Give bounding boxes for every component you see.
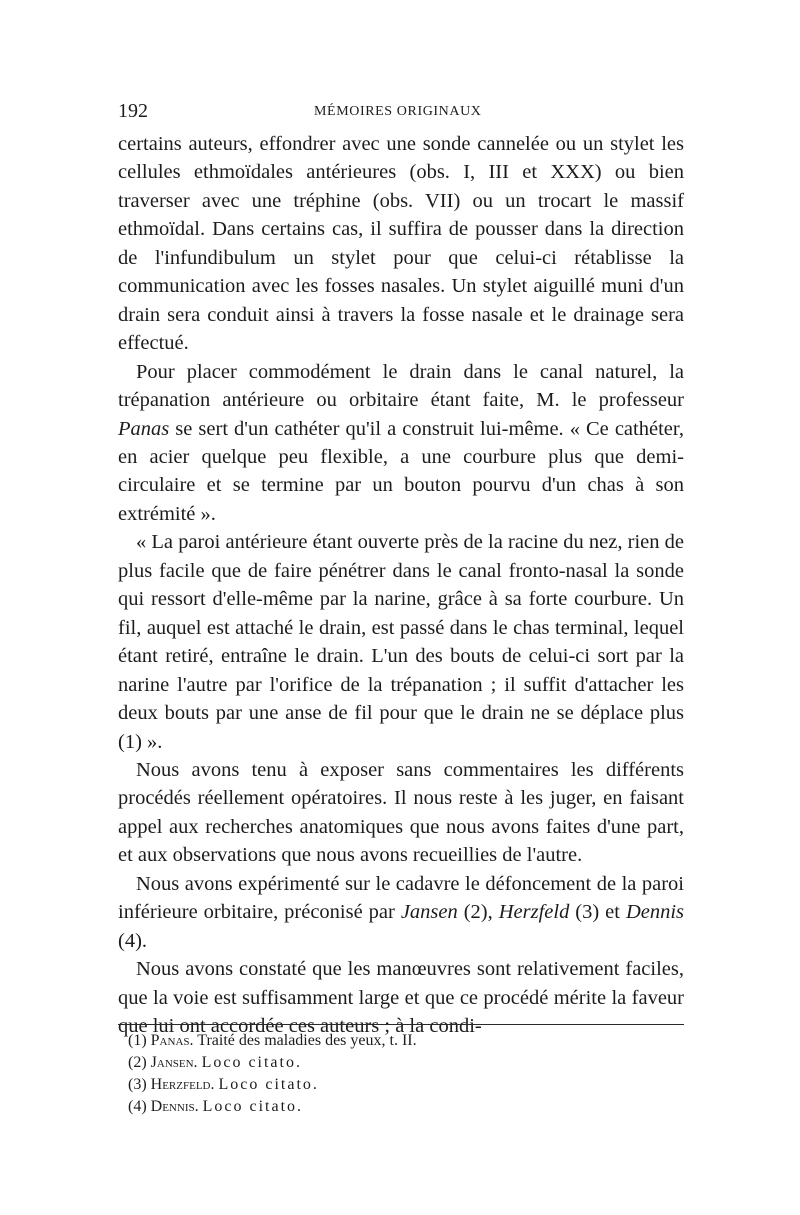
running-head — [118, 100, 684, 124]
footnote-author: Herzfeld. — [150, 1076, 215, 1093]
text-segment: (4). — [118, 929, 148, 952]
footnote — [128, 1096, 668, 1118]
paragraph — [118, 130, 684, 358]
footnote — [128, 1030, 668, 1052]
text-segment: « La paroi antérieure étant ouverte près de la racine du nez, rien de plus facile que de faire pénétrer dans le canal fronto-nasal la sonde qui ressort d'elle-même par la narine, grâce à sa forte courbure. Un fil, auquel est attaché le drain, est passé dans le chas terminal, lequel étant retiré, entraîne le drain. L'un des bouts de celui-ci sort par la narine l'autre par l'orifice de la trépanation ; il suffit d'attacher les deux bouts par une anse de fil pour que le drain ne se déplace plus (1) ». — [118, 531, 684, 753]
page-number: 192 — [118, 100, 148, 122]
text-segment: Nous avons expérimenté sur le cadavre le défoncement de la paroi inférieure orbitaire, préconisé par — [118, 872, 684, 924]
footnote-text: Loco citato. — [201, 1054, 302, 1071]
text-segment: (3) et — [569, 901, 626, 924]
footnote-number: (4) — [128, 1098, 147, 1115]
italic-name: Dennis — [625, 901, 685, 924]
paragraph — [118, 870, 684, 955]
text-segment: certains auteurs, effondrer avec une sonde cannelée ou un stylet les cellules ethmoïdales antérieures (obs. I, III et XXX) ou bien traverser avec une tréphine (obs. VII) ou un trocart le massif ethmoïdal. Dans certains cas, il suffira de pousser dans la direction de l'infundibulum un stylet pour que celui-ci rétablisse la communication avec les fosses nasales. Un stylet aiguillé muni d'un drain sera conduit ainsi à travers la fosse nasale et le drainage sera effectué. — [118, 133, 684, 355]
italic-name: Jansen — [400, 901, 458, 924]
footnotes — [128, 1030, 668, 1118]
text-segment: se sert d'un cathéter qu'il a construit lui-même. « Ce cathéter, en acier quelque peu flexible, a une courbure plus que demi-circulaire et se termine par un bouton pourvu d'un chas à son extrémité ». — [118, 417, 684, 525]
paragraph — [118, 358, 684, 529]
paragraph — [118, 756, 684, 870]
footnote — [128, 1052, 668, 1074]
footnote — [128, 1074, 668, 1096]
paragraph — [118, 528, 684, 756]
footnote-author: Dennis. — [150, 1098, 199, 1115]
footnote-author: Jansen. — [150, 1054, 198, 1071]
footnote-text: Loco citato. — [202, 1098, 304, 1115]
footnote-author: Panas. — [150, 1032, 194, 1049]
footnote-text: Loco citato. — [218, 1076, 319, 1093]
running-title: MÉMOIRES ORIGINAUX — [314, 104, 482, 119]
body-text — [118, 130, 684, 1041]
italic-name: Panas — [118, 417, 170, 440]
text-segment: Nous avons constaté que les manœuvres sont relativement faciles, que la voie est suffisamment large et que ce procédé mérite la faveur que lui ont accordée ces auteurs ; à la condi- — [118, 958, 684, 1038]
footnote-number: (1) — [128, 1032, 147, 1049]
footnote-number: (3) — [128, 1076, 147, 1093]
text-segment: Nous avons tenu à exposer sans commentaires les différents procédés réellement opératoires. Il nous reste à les juger, en faisant appel aux recherches anatomiques que nous avons faites d'une part, et aux observations que nous avons recueillies de l'autre. — [118, 758, 684, 867]
footnote-text: Traité des maladies des yeux, t. II. — [197, 1032, 417, 1049]
footnote-rule — [118, 1024, 684, 1025]
footnote-number: (2) — [128, 1054, 147, 1071]
italic-name: Herzfeld — [498, 901, 570, 924]
text-segment: (2), — [457, 901, 499, 924]
text-segment: Pour placer commodément le drain dans le canal naturel, la trépanation antérieure ou orbitaire étant faite, M. le professeur — [118, 360, 684, 412]
paragraph — [118, 955, 684, 1040]
